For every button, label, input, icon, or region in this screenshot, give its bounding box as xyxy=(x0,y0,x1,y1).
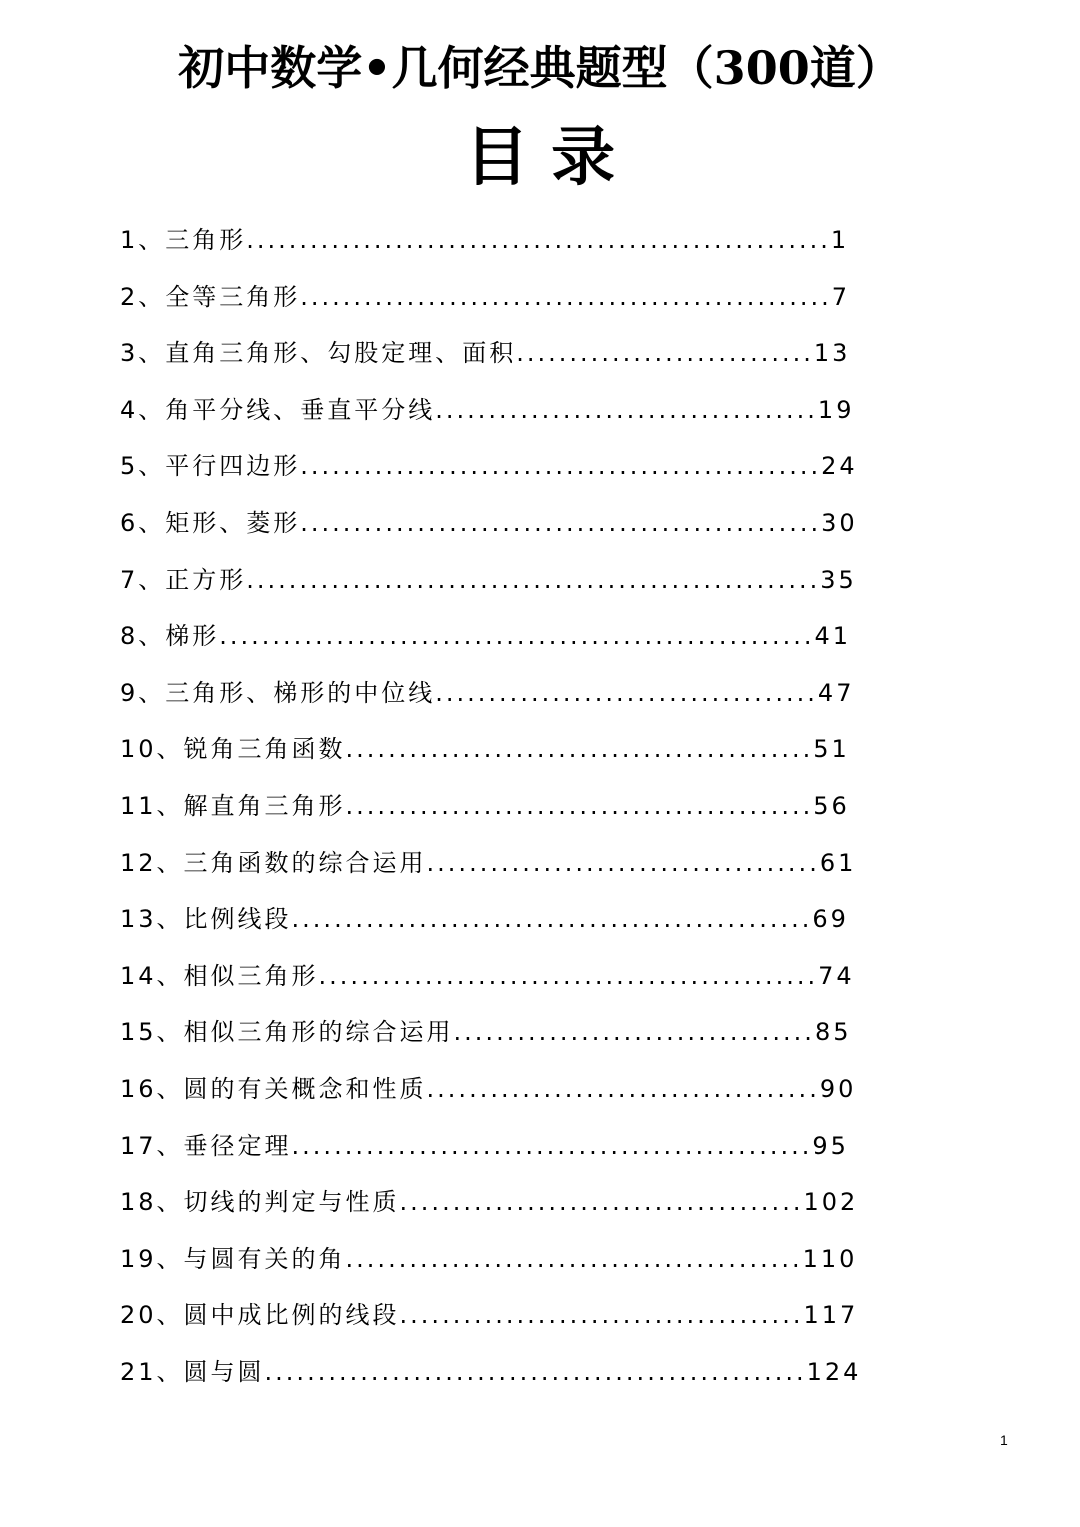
toc-leader-dots: ...................................... xyxy=(399,1301,804,1330)
toc-entry-label: 三角形、梯形的中位线 xyxy=(165,678,436,707)
toc-entry-number: 6、 xyxy=(120,508,166,537)
toc-entry[interactable] xyxy=(120,1344,880,1401)
toc-entry[interactable] xyxy=(120,778,880,835)
toc-entry-number: 10、 xyxy=(120,735,184,764)
toc-entry-number: 5、 xyxy=(120,452,166,481)
toc-entry-label: 角平分线、垂直平分线 xyxy=(165,395,436,424)
toc-entry[interactable] xyxy=(120,382,880,439)
document-title: 初中数学•几何经典题型（300道） xyxy=(178,41,902,95)
table-of-contents xyxy=(120,212,880,1400)
toc-entry-page: 124 xyxy=(806,1357,862,1386)
toc-leader-dots: ................................................. xyxy=(291,1131,813,1160)
toc-entry-number: 17、 xyxy=(120,1131,184,1160)
toc-entry-number: 18、 xyxy=(120,1188,184,1217)
toc-entry-number: 20、 xyxy=(120,1301,184,1330)
toc-entry-page: 7 xyxy=(831,282,851,311)
page-number: 1 xyxy=(1000,1432,1008,1448)
toc-entry-page: 85 xyxy=(814,1018,852,1047)
toc-entry[interactable] xyxy=(120,552,880,609)
toc-entry[interactable] xyxy=(120,1004,880,1061)
toc-entry-number: 12、 xyxy=(120,848,184,877)
toc-entry[interactable] xyxy=(120,1118,880,1175)
toc-entry[interactable] xyxy=(120,1061,880,1118)
toc-entry-page: 90 xyxy=(819,1074,857,1103)
toc-leader-dots: .................................... xyxy=(435,678,818,707)
toc-leader-dots: ............................................... xyxy=(318,961,819,990)
toc-entry-page: 41 xyxy=(814,622,852,651)
toc-entry-number: 16、 xyxy=(120,1074,184,1103)
toc-entry-page: 30 xyxy=(821,508,858,537)
toc-entry-page: 74 xyxy=(818,961,855,990)
toc-entry-page: 24 xyxy=(821,452,858,481)
toc-entry[interactable] xyxy=(120,325,880,382)
toc-entry-page: 102 xyxy=(803,1188,859,1217)
toc-entry[interactable] xyxy=(120,495,880,552)
toc-entry[interactable] xyxy=(120,948,880,1005)
toc-leader-dots: ........................................................ xyxy=(219,622,815,651)
toc-entry-label: 全等三角形 xyxy=(165,282,301,311)
toc-entry[interactable] xyxy=(120,608,880,665)
toc-entry-page: 110 xyxy=(802,1244,858,1273)
toc-entry-page: 19 xyxy=(817,395,855,424)
toc-entry-number: 13、 xyxy=(120,905,184,934)
toc-leader-dots: ............................................ xyxy=(345,735,814,764)
toc-entry-label: 圆中成比例的线段 xyxy=(183,1301,400,1330)
toc-entry-label: 平行四边形 xyxy=(165,452,301,481)
toc-entry-page: 95 xyxy=(812,1131,849,1160)
toc-entry-label: 相似三角形 xyxy=(183,961,319,990)
toc-entry-page: 117 xyxy=(803,1301,859,1330)
toc-leader-dots: ...................................... xyxy=(399,1188,804,1217)
toc-leader-dots: ...................................................... xyxy=(246,565,821,594)
toc-entry[interactable] xyxy=(120,721,880,778)
toc-leader-dots: ............................ xyxy=(516,339,814,368)
toc-entry-label: 三角函数的综合运用 xyxy=(183,848,427,877)
toc-leader-dots: ........................................... xyxy=(345,1244,803,1273)
toc-entry-page: 51 xyxy=(813,735,850,764)
toc-entry-label: 圆与圆 xyxy=(183,1357,265,1386)
toc-entry-label: 直角三角形、勾股定理、面积 xyxy=(165,339,517,368)
toc-entry-label: 相似三角形的综合运用 xyxy=(183,1018,454,1047)
toc-entry-page: 69 xyxy=(812,905,849,934)
toc-entry-label: 解直角三角形 xyxy=(183,791,346,820)
toc-leader-dots: .................................... xyxy=(435,395,818,424)
toc-leader-dots: .................................................. xyxy=(300,282,832,311)
toc-entry-number: 19、 xyxy=(120,1244,184,1273)
toc-entry-number: 11、 xyxy=(120,791,184,820)
toc-entry-number: 2、 xyxy=(120,282,166,311)
toc-entry-page: 13 xyxy=(813,339,851,368)
toc-entry-number: 1、 xyxy=(120,226,166,254)
toc-entry-page: 61 xyxy=(819,848,857,877)
toc-entry-page: 47 xyxy=(817,678,855,707)
toc-entry[interactable] xyxy=(120,1174,880,1231)
toc-entry-page: 1 xyxy=(830,226,850,254)
toc-entry[interactable] xyxy=(120,1231,880,1288)
toc-entry-number: 4、 xyxy=(120,395,166,424)
toc-entry-label: 锐角三角函数 xyxy=(183,735,346,764)
toc-entry-number: 9、 xyxy=(120,678,166,707)
toc-entry-label: 切线的判定与性质 xyxy=(183,1188,400,1217)
toc-entry[interactable] xyxy=(120,269,880,326)
toc-entry[interactable] xyxy=(120,438,880,495)
toc-entry-label: 正方形 xyxy=(165,565,247,594)
toc-entry-label: 三角形 xyxy=(165,226,247,254)
toc-leader-dots: .................................. xyxy=(453,1018,815,1047)
toc-entry-page: 35 xyxy=(820,565,857,594)
toc-entry-number: 21、 xyxy=(120,1357,184,1386)
toc-entry-label: 与圆有关的角 xyxy=(183,1244,346,1273)
toc-entry[interactable] xyxy=(120,1287,880,1344)
toc-entry-number: 14、 xyxy=(120,961,184,990)
toc-entry-number: 3、 xyxy=(120,339,166,368)
toc-leader-dots: ..................................... xyxy=(426,1074,820,1103)
toc-entry-number: 8、 xyxy=(120,622,166,651)
toc-entry-label: 矩形、菱形 xyxy=(165,508,301,537)
toc-leader-dots: ................................................. xyxy=(300,508,822,537)
toc-heading: 目 录 xyxy=(464,120,616,195)
toc-entry-number: 7、 xyxy=(120,565,166,594)
toc-leader-dots: ................................................. xyxy=(291,905,813,934)
toc-entry[interactable] xyxy=(120,835,880,892)
toc-leader-dots: ............................................ xyxy=(345,791,814,820)
toc-entry-label: 圆的有关概念和性质 xyxy=(183,1074,427,1103)
toc-entry-number: 15、 xyxy=(120,1018,184,1047)
toc-entry-label: 垂径定理 xyxy=(183,1131,292,1160)
toc-leader-dots: ................................................. xyxy=(300,452,822,481)
toc-leader-dots: ....................................................... xyxy=(246,226,831,254)
toc-entry[interactable] xyxy=(120,891,880,948)
toc-entry[interactable] xyxy=(120,212,880,269)
toc-entry-page: 56 xyxy=(813,791,850,820)
toc-entry-label: 梯形 xyxy=(165,622,220,651)
toc-leader-dots: ................................................... xyxy=(264,1357,807,1386)
toc-leader-dots: ..................................... xyxy=(426,848,820,877)
toc-entry-label: 比例线段 xyxy=(183,905,292,934)
toc-entry[interactable] xyxy=(120,665,880,722)
